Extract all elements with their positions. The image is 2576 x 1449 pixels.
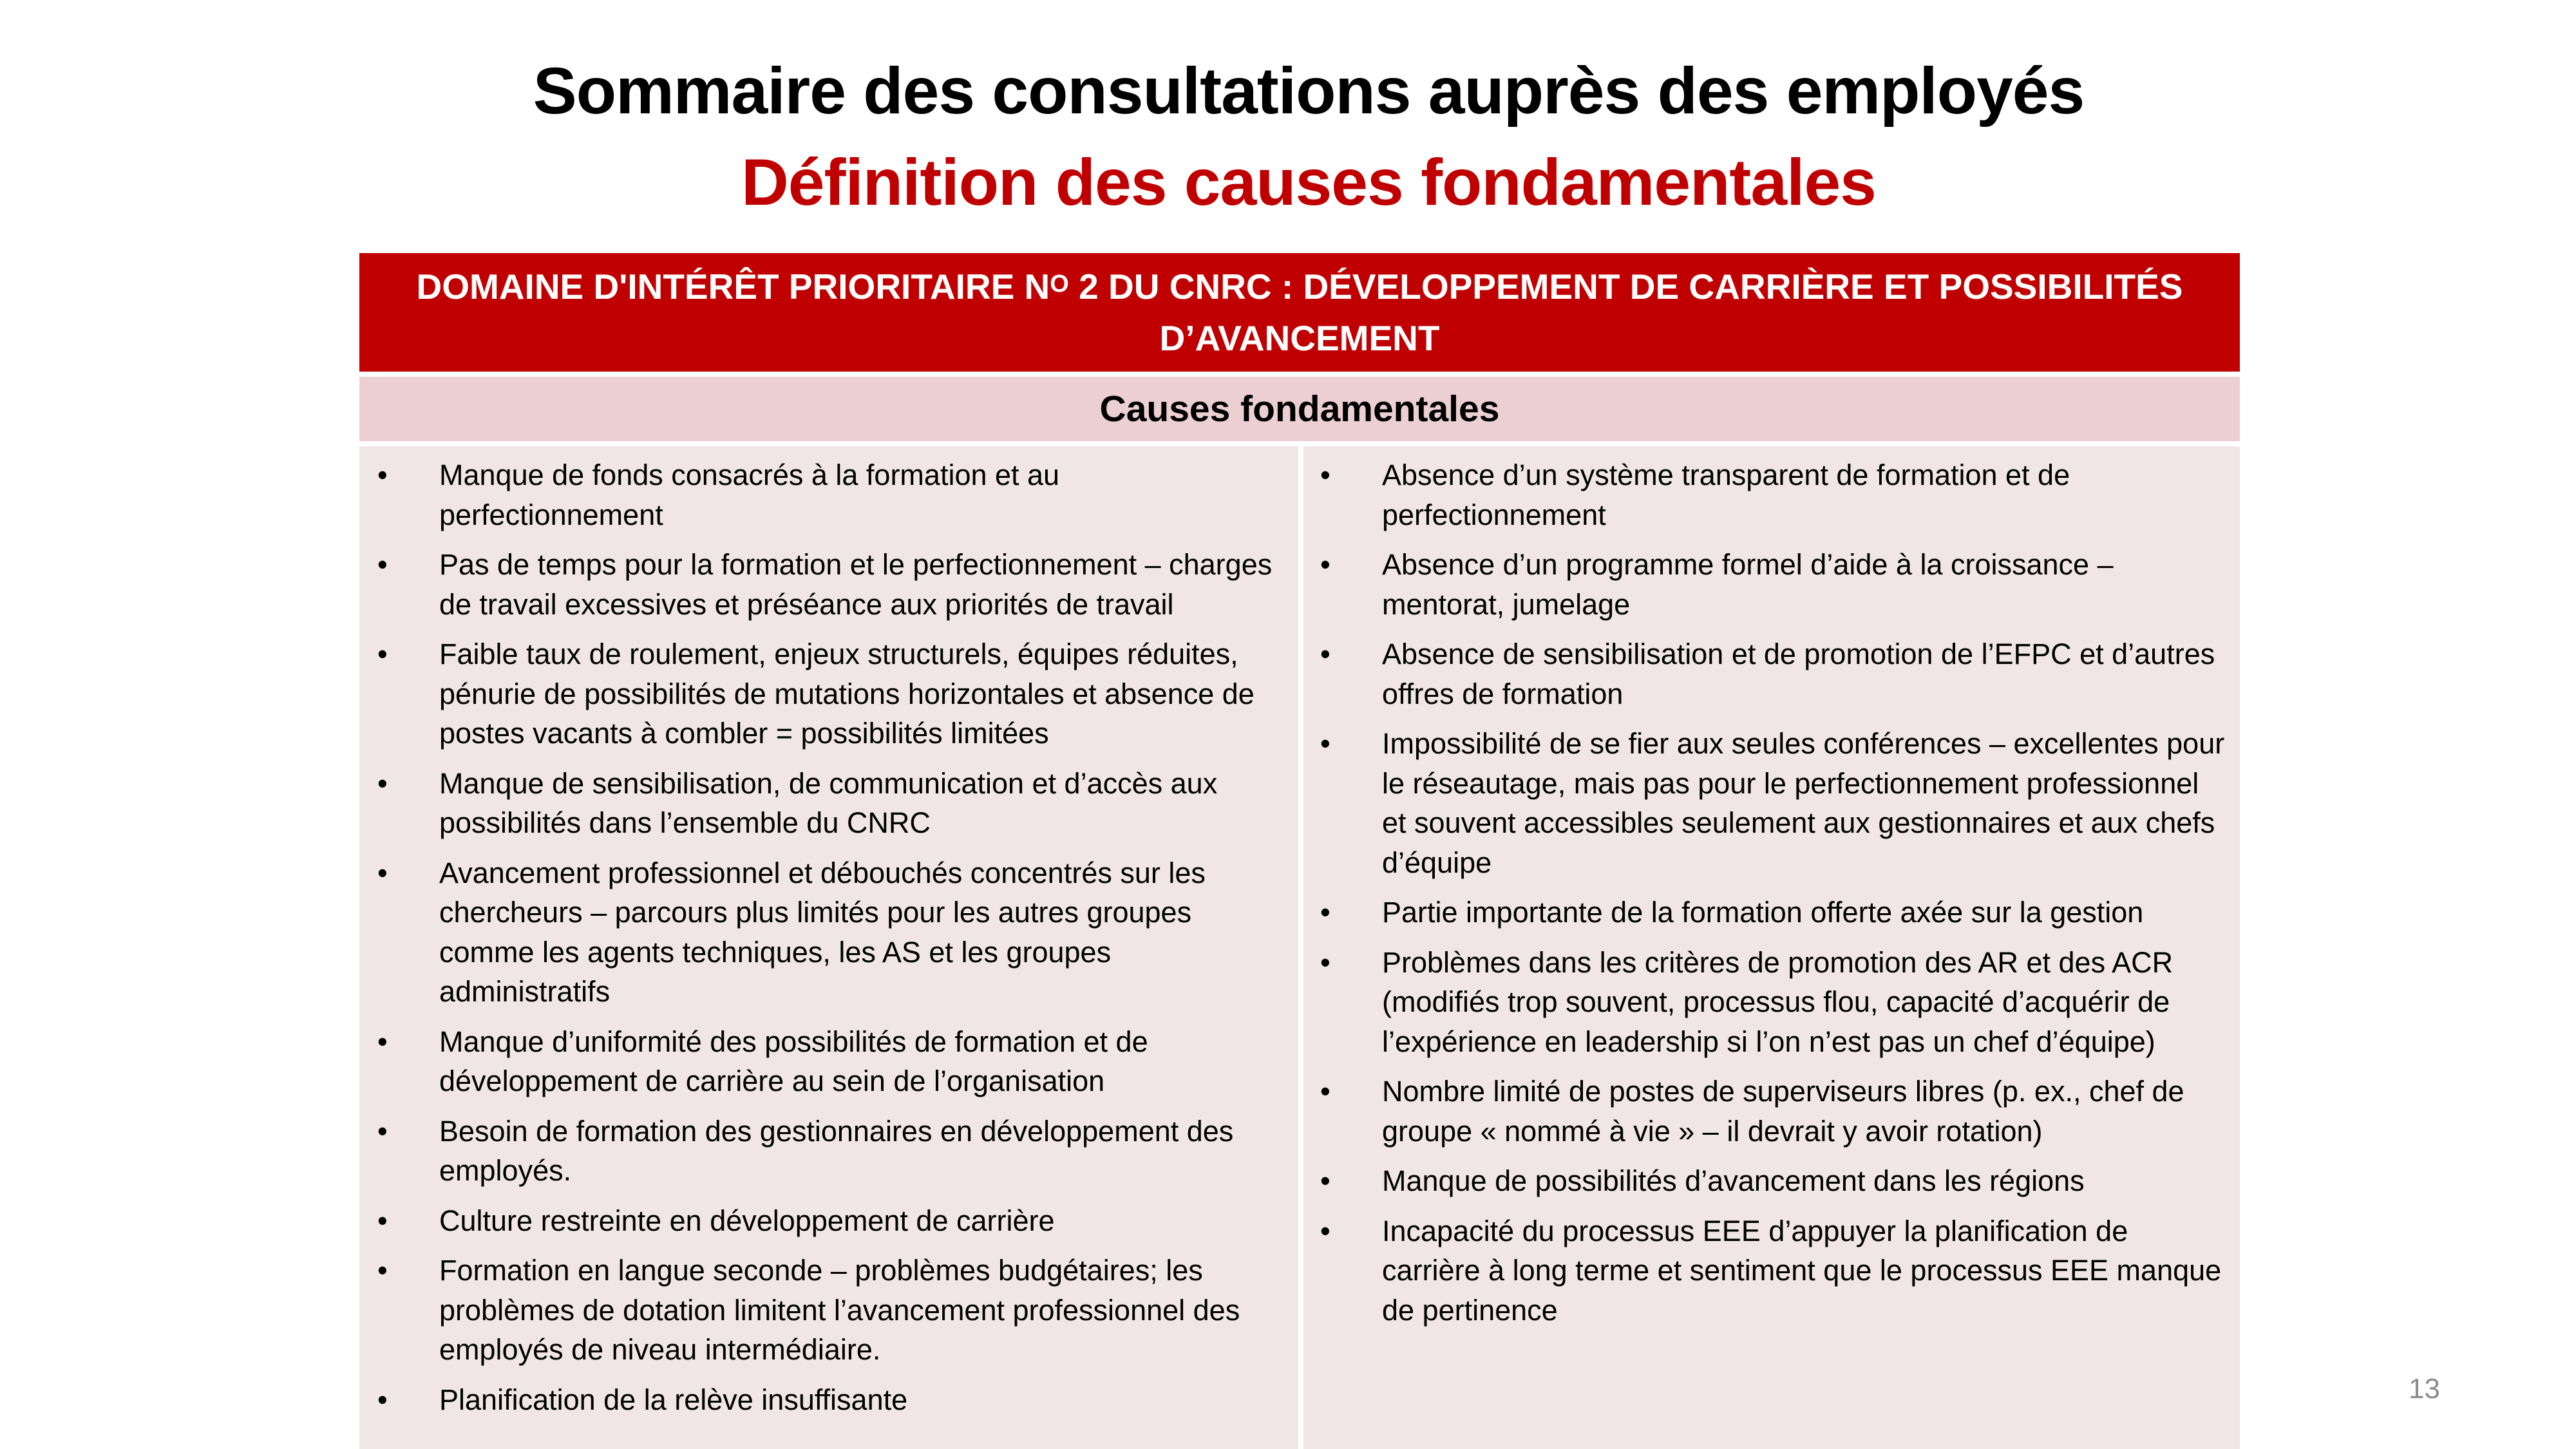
list-item-text: Absence d’un programme formel d’aide à la croissance – mentorat, jumelage — [1382, 548, 2114, 621]
list-item — [377, 1251, 1285, 1370]
list-item-text: Impossibilité de se fier aux seules conférences – excellentes pour le réseautage, mais pas pour le perfectionnement professionnel et souvent accessibles seulement aux gestionnaires et aux chefs d’équipe — [1382, 727, 2225, 879]
list-item-text: Formation en langue seconde – problèmes budgétaires; les problèmes de dotation limitent l’avancement professionnel des employés de niveau intermédiaire. — [439, 1254, 1240, 1366]
table-header-line1-prefix: DOMAINE D'INTÉRÊT PRIORITAIRE N — [416, 267, 1050, 307]
list-item — [1320, 1072, 2227, 1151]
bullet-icon: • — [377, 548, 388, 581]
bullet-icon: • — [1320, 548, 1331, 581]
list-item-text: Absence de sensibilisation et de promotion de l’EFPC et d’autres offres de formation — [1382, 638, 2215, 710]
bullet-icon: • — [1320, 459, 1331, 491]
table-header-line2: D’AVANCEMENT — [1159, 318, 1440, 358]
table-header — [359, 253, 2240, 372]
list-item — [377, 764, 1285, 843]
list-item — [1320, 724, 2227, 882]
bullet-icon: • — [1320, 945, 1331, 979]
list-item — [1320, 1161, 2227, 1201]
list-item-text: Faible taux de roulement, enjeux structurels, équipes réduites, pénurie de possibilités de mutations horizontales et absence de postes vacants à combler = possibilités limitées — [439, 638, 1255, 750]
bullet-icon: • — [377, 638, 388, 670]
slide-title: Sommaire des consultations auprès des employés — [533, 54, 2085, 128]
list-item — [1320, 455, 2227, 535]
list-item — [1320, 943, 2227, 1062]
bullet-icon: • — [1320, 1164, 1331, 1197]
list-item-text: Partie importante de la formation offerte axée sur la gestion — [1382, 896, 2144, 929]
left-bullet-list — [359, 446, 1298, 1419]
bullet-icon: • — [377, 1025, 388, 1058]
bullet-icon: • — [1320, 896, 1331, 929]
list-item-text: Manque d’uniformité des possibilités de formation et de développement de carrière au sein de l’organisation — [439, 1025, 1148, 1097]
list-item-text: Manque de possibilités d’avancement dans les régions — [1382, 1164, 2085, 1197]
list-item — [377, 1380, 1285, 1420]
list-item-text: Avancement professionnel et débouchés concentrés sur les chercheurs – parcours plus limités pour les autres groupes comme les agents techniques, les AS et les groupes administratifs — [439, 856, 1206, 1008]
table-header-superscript: O — [1050, 270, 1069, 298]
list-item-text: Absence d’un système transparent de formation et de perfectionnement — [1382, 459, 2070, 531]
bullet-icon: • — [377, 1204, 388, 1237]
list-item — [1320, 545, 2227, 624]
table-subheader: Causes fondamentales — [359, 377, 2240, 441]
bullet-icon: • — [377, 1114, 388, 1148]
bullet-icon: • — [377, 766, 388, 800]
list-item-text: Manque de fonds consacrés à la formation et au perfectionnement — [439, 459, 1060, 531]
root-causes-table — [359, 253, 2240, 1449]
right-column — [1303, 446, 2240, 1449]
list-item — [377, 1112, 1285, 1191]
bullet-icon: • — [1320, 1214, 1331, 1247]
page-number: 13 — [2409, 1373, 2440, 1405]
list-item — [377, 634, 1285, 753]
list-item-text: Manque de sensibilisation, de communication et d’accès aux possibilités dans l’ensemble du CNRC — [439, 766, 1218, 839]
list-item — [1320, 634, 2227, 714]
list-item — [377, 853, 1285, 1012]
slide-subtitle: Définition des causes fondamentales — [741, 146, 1876, 219]
list-item — [377, 455, 1285, 535]
list-item — [377, 545, 1285, 624]
list-item-text: Problèmes dans les critères de promotion des AR et des ACR (modifiés trop souvent, processus flou, capacité d’acquérir de l’expérience en leadership si l’on n’est pas un chef d’équipe) — [1382, 945, 2174, 1058]
list-item — [1320, 1211, 2227, 1331]
table-header-line1-suffix: 2 DU CNRC : DÉVELOPPEMENT DE CARRIÈRE ET POSSIBILITÉS — [1068, 267, 2183, 307]
list-item-text: Pas de temps pour la formation et le perfectionnement – charges de travail excessives et préséance aux priorités de travail — [439, 548, 1273, 621]
right-bullet-list — [1303, 446, 2240, 1330]
list-item-text: Nombre limité de postes de superviseurs libres (p. ex., chef de groupe « nommé à vie » – il devrait y avoir rotation) — [1382, 1075, 2184, 1148]
left-column — [359, 446, 1298, 1449]
bullet-icon: • — [377, 1254, 388, 1287]
bullet-icon: • — [377, 1383, 388, 1416]
list-item-text: Planification de la relève insuffisante — [439, 1383, 908, 1416]
list-item-text: Culture restreinte en développement de carrière — [439, 1204, 1055, 1237]
list-item — [377, 1022, 1285, 1101]
bullet-icon: • — [1320, 1075, 1331, 1108]
list-item-text: Besoin de formation des gestionnaires en développement des employés. — [439, 1114, 1234, 1187]
bullet-icon: • — [377, 459, 388, 491]
list-item — [1320, 893, 2227, 933]
bullet-icon: • — [1320, 727, 1331, 760]
bullet-icon: • — [377, 856, 388, 889]
list-item — [377, 1201, 1285, 1241]
bullet-icon: • — [1320, 638, 1331, 670]
list-item-text: Incapacité du processus EEE d’appuyer la planification de carrière à long terme et sentiment que le processus EEE manque de pertinence — [1382, 1214, 2222, 1327]
